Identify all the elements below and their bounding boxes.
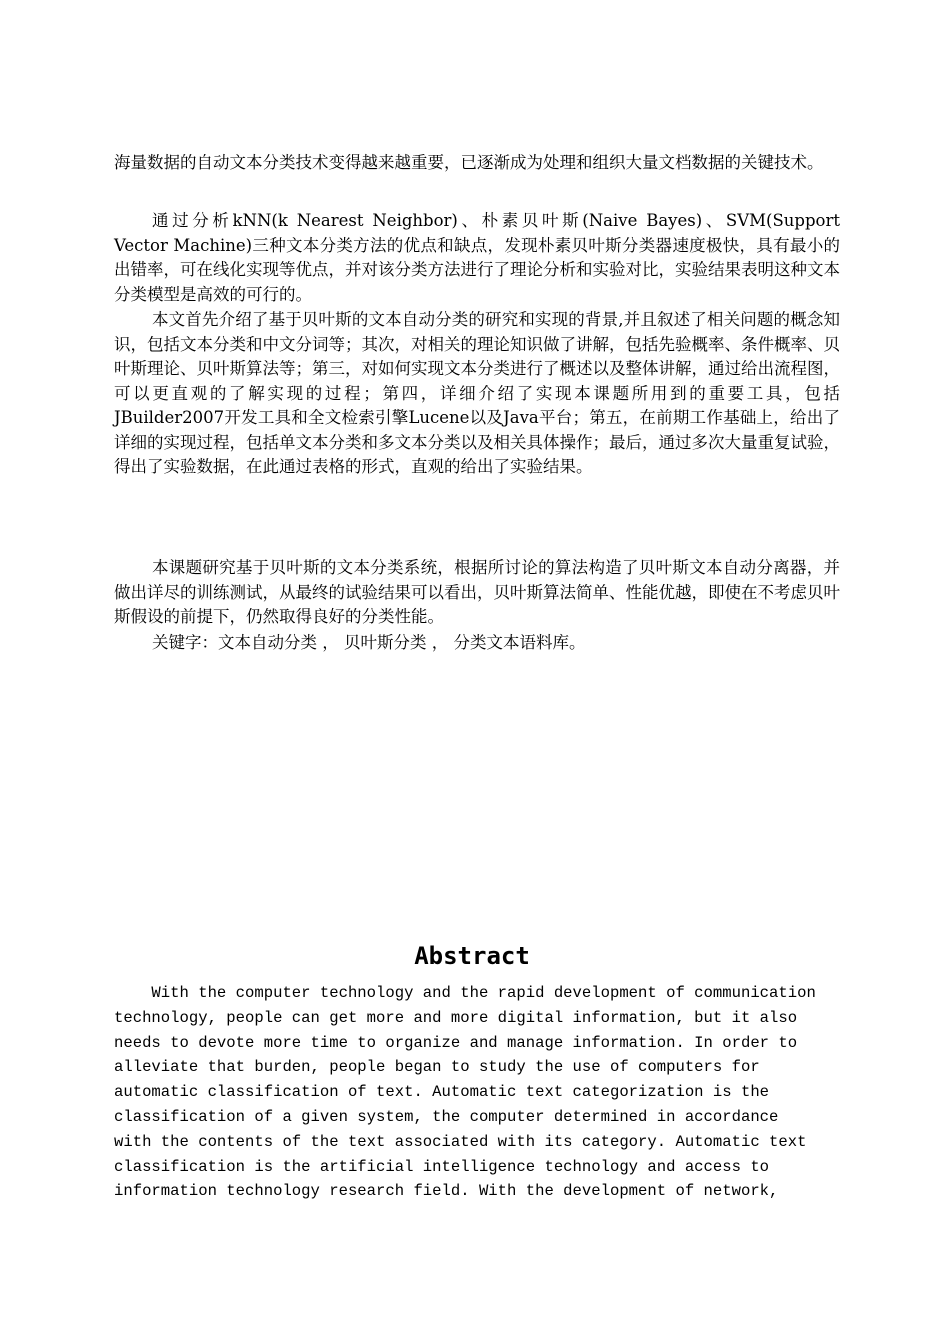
abstract-line: technology, people can get more and more digital information, but it also — [114, 1008, 798, 1027]
english-abstract-body — [114, 981, 840, 1204]
abstract-line: automatic classification of text. Automatic text categorization is the — [114, 1083, 770, 1102]
abstract-line: With the computer technology and the rapid development of communication — [114, 984, 816, 1002]
thesis-structure-paragraph: 本文首先介绍了基于贝叶斯的文本自动分类的研究和实现的背景,并且叙述了相关问题的概念知识，包括文本分类和中文分词等；其次，对相关的理论知识做了讲解，包括先验概率、条件概率、贝叶斯理论、贝叶斯算法等；第三，对如何实现文本分类进行了概述以及整体讲解，通过给出流程图，可以更直观的了解实现的过程；第四，详细介绍了实现本课题所用到的重要工具，包括JBuilder2007开发工具和全文检索引擎Lucene以及Java平台；第五，在前期工作基础上，给出了详细的实现过程，包括单文本分类和多文本分类以及相关具体操作；最后，通过多次大量重复试验，得出了实验数据，在此通过表格的形式，直观的给出了实验结果。 — [114, 310, 840, 476]
classification-methods-paragraph: 通过分析kNN(k Nearest Neighbor)、朴素贝叶斯(Naive Bayes)、SVM(Support Vector Machine)三种文本分类方法的优点和缺点，发现朴素贝叶斯分类器速度极快，具有最小的出错率，可在线化实现等优点，并对该分类方法进行了理论分析和实验对比，实验结果表明这种文本分类模型是高效的可行的。 — [114, 211, 840, 304]
abstract-line: with the contents of the text associated with its category. Automatic text — [114, 1132, 807, 1151]
abstract-intro-paragraph: 海量数据的自动文本分类技术变得越来越重要，已逐渐成为处理和组织大量文档数据的关键技术。 — [114, 153, 824, 172]
abstract-line: classification of a given system, the computer determined in accordance — [114, 1107, 779, 1126]
abstract-line: needs to devote more time to organize and manage information. In order to — [114, 1033, 798, 1052]
research-summary-paragraph: 本课题研究基于贝叶斯的文本分类系统，根据所讨论的算法构造了贝叶斯文本自动分离器，并做出详尽的训练测试，从最终的试验结果可以看出，贝叶斯算法简单、性能优越，即使在不考虑贝叶斯假设的前提下，仍然取得良好的分类性能。 — [114, 558, 840, 626]
abstract-heading: Abstract — [414, 942, 530, 970]
abstract-line: alleviate that burden, people began to study the use of computers for — [114, 1058, 760, 1077]
keywords-line: 关键字：文本自动分类 ， 贝叶斯分类 ， 分类文本语料库。 — [152, 633, 586, 652]
abstract-line: information technology research field. With the development of network, — [114, 1182, 779, 1201]
abstract-line: classification is the artificial intelligence technology and access to — [114, 1157, 770, 1176]
